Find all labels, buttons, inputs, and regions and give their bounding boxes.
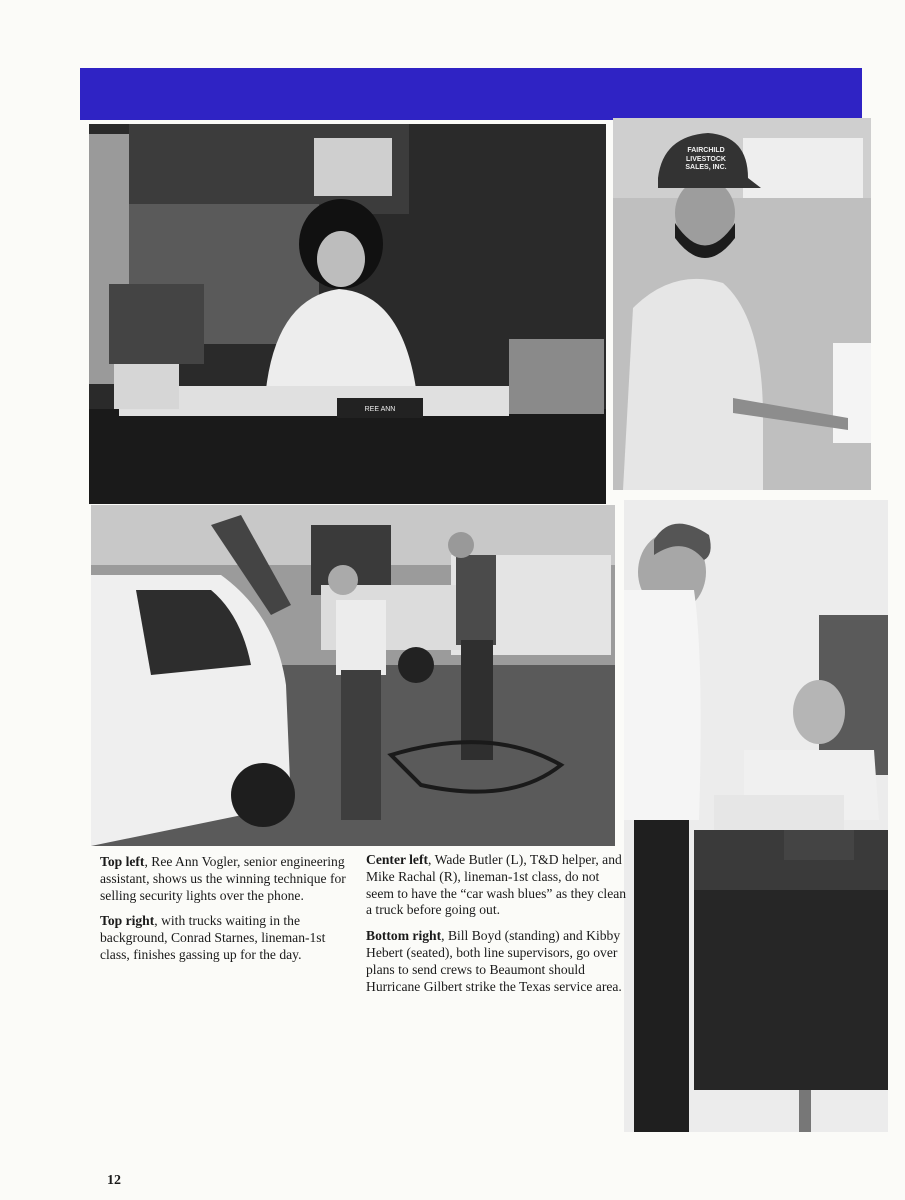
caption-text: , Ree Ann Vogler, senior engineering assistant, shows us the winning technique for selling security lights over the phone. (100, 854, 346, 903)
caption-text: , Wade Butler (L), T&D helper, and Mike Rachal (R), lineman-1st class, do not seem to have the “car wash blues” as they clean a truck before going out. (366, 852, 627, 918)
photo-top-left (89, 124, 606, 504)
header-banner (80, 68, 862, 120)
photo-center-left (91, 505, 615, 846)
cap-logo-line2: LIVESTOCK (686, 156, 726, 163)
caption-text: , with trucks waiting in the background, Conrad Starnes, lineman-1st class, finishes gassing up for the day. (100, 913, 326, 962)
caption-center-left (366, 852, 628, 919)
caption-column-left (100, 854, 356, 973)
cap-logo-line1: FAIRCHILD (687, 147, 725, 154)
caption-lead: Top left (100, 854, 145, 869)
photo-bottom-right (624, 500, 888, 1132)
caption-bottom-right (366, 928, 628, 995)
page-number: 12 (107, 1173, 121, 1188)
caption-text: , Bill Boyd (standing) and Kibby Hebert (seated), both line supervisors, go over plans to send crews to Beaumont should Hurricane Gilbert strike the Texas service area. (366, 928, 622, 994)
caption-lead: Center left (366, 852, 429, 867)
caption-top-left (100, 854, 356, 904)
photo-top-right (613, 118, 871, 490)
caption-top-right (100, 913, 356, 963)
caption-lead: Top right (100, 913, 155, 929)
cap-logo-line3: SALES, INC. (685, 164, 727, 171)
desk-nameplate: REE ANN (364, 406, 396, 413)
caption-column-right (366, 852, 628, 1004)
caption-lead: Bottom right (366, 928, 442, 944)
